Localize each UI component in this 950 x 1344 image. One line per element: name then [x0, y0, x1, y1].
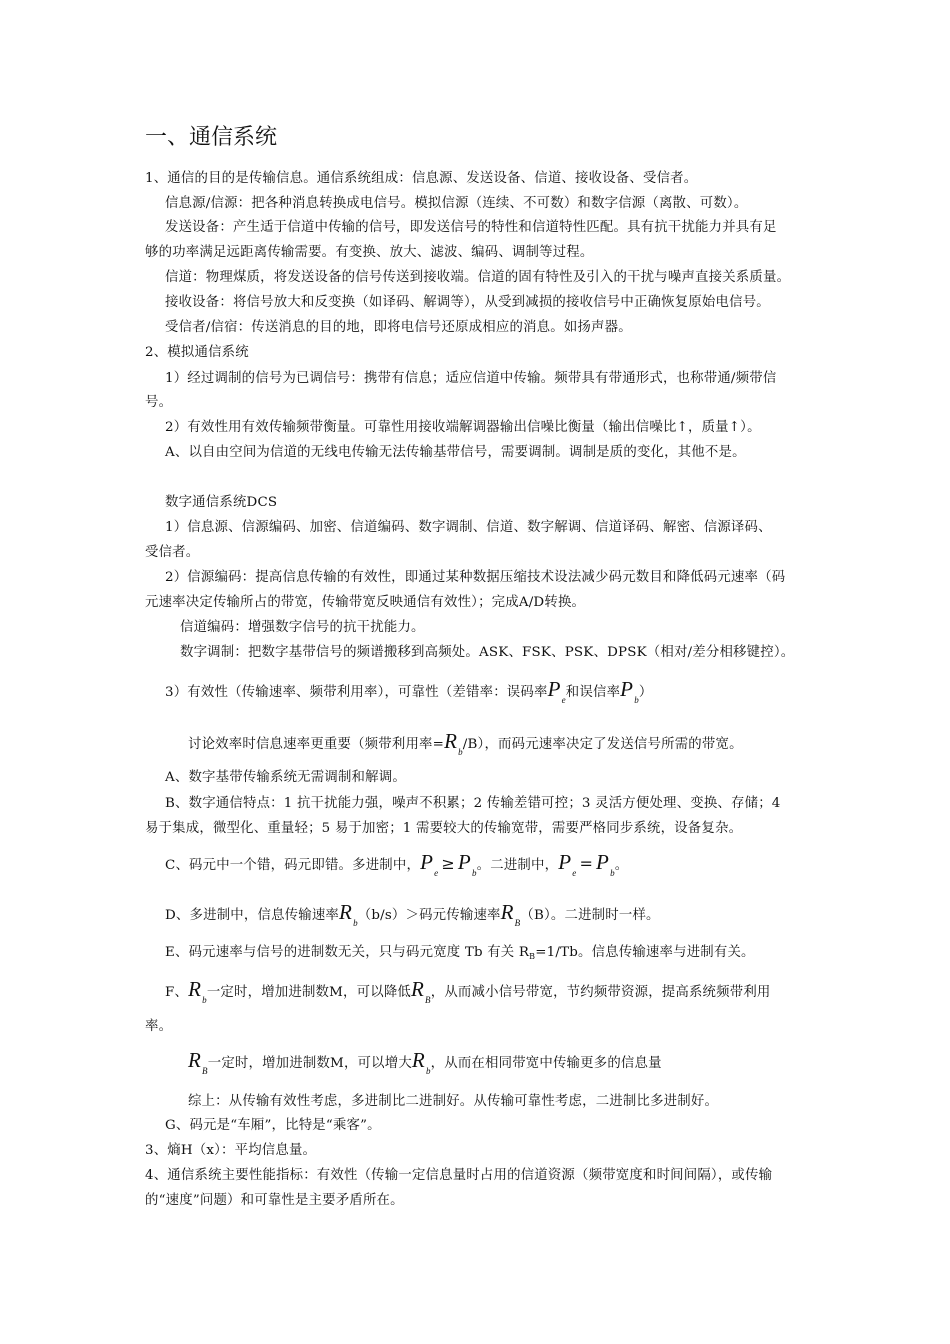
formula-symbol: R [444, 729, 458, 753]
formula-subscript: e [561, 695, 566, 705]
paragraph-line: 率。 [145, 1019, 173, 1034]
formula-line [165, 977, 771, 1005]
paragraph-line: 信息源/信源：把各种消息转换成电信号。模拟信源（连续、不可数）和数字信源（离散、可数）。 [165, 196, 748, 211]
text-run: E、码元速率与信号的进制数无关，只与码元宽度 Tb 有关 R [165, 945, 530, 960]
paragraph-line: 信道编码：增强数字信号的抗干扰能力。 [180, 620, 425, 635]
formula-line [165, 850, 629, 878]
paragraph-line: 1）经过调制的信号为已调信号：携带有信息；适应信道中传输。频带具有带通形式，也称带通/频带信 [165, 371, 777, 386]
text-run: 。 [614, 858, 629, 873]
formula-subscript: b [634, 695, 639, 705]
formula-symbol: R [188, 1048, 202, 1072]
paragraph-line: 发送设备：产生适于信道中传输的信号，即发送信号的特性和信道特性匹配。具有抗干扰能力并具有足 [165, 220, 777, 235]
formula-symbol: P [420, 850, 434, 874]
formula-line [165, 900, 660, 928]
paragraph-line: B、数字通信特点：1 抗干扰能力强，噪声不积累；2 传输差错可控；3 灵活方便处理、变换、存储；4 [165, 796, 781, 811]
text-run: ） [638, 685, 653, 700]
formula-symbol: R [411, 977, 425, 1001]
formula-symbol: P [547, 677, 561, 701]
formula-operator: ≥ [441, 854, 455, 873]
text-run: =1/Tb。信息传输速率与进制有关。 [535, 945, 755, 960]
paragraph-line: 4、通信系统主要性能指标：有效性（传输一定信息量时占用的信道资源（频带宽度和时间间隔），或传输 [145, 1168, 773, 1183]
formula-symbol: P [558, 850, 572, 874]
formula-subscript: b [471, 868, 477, 878]
formula-symbol: P [596, 850, 610, 874]
formula-symbol: P [457, 850, 471, 874]
formula-line [165, 944, 755, 963]
formula-symbol: R [411, 1048, 425, 1072]
paragraph-line: 综上：从传输有效性考虑，多进制比二进制好。从传输可靠性考虑，二进制比多进制好。 [188, 1094, 719, 1109]
text-run: ，从而减小信号带宽，节约频带资源，提高系统频带利用 [430, 985, 771, 1000]
formula-subscript: e [572, 868, 577, 878]
paragraph-line: 的“速度”问题）和可靠性是主要矛盾所在。 [145, 1193, 404, 1208]
text-run: D、多进制中，信息传输速率 [165, 908, 340, 923]
section-heading: 一、通信系统 [145, 125, 278, 150]
formula-subscript: B [202, 1066, 208, 1076]
paragraph-line: 2）有效性用有效传输频带衡量。可靠性用接收端解调器输出信噪比衡量（输出信噪比↑，质量↑）。 [165, 420, 761, 435]
text-run: （B）。二进制时一样。 [520, 908, 660, 923]
paragraph-line: A、数字基带传输系统无需调制和解调。 [165, 770, 406, 785]
text-run: 讨论效率时信息速率更重要（频带利用率= [188, 737, 445, 752]
text-run: ，从而在相同带宽中传输更多的信息量 [430, 1056, 662, 1071]
paragraph-line: 3、熵H（x）：平均信息量。 [145, 1143, 317, 1158]
formula-subscript: b [610, 868, 615, 878]
formula-symbol: R [500, 900, 514, 924]
formula-subscript: b [202, 995, 207, 1005]
formula-symbol: P [620, 677, 634, 701]
text-run: （b/s）＞码元传输速率 [357, 908, 501, 923]
paragraph-line: 2、模拟通信系统 [145, 345, 249, 360]
paragraph-line: 受信者。 [145, 545, 200, 560]
text-run: 一定时，增加进制数M，可以降低 [206, 985, 412, 1000]
paragraph-line: A、以自由空间为信道的无线电传输无法传输基带信号，需要调制。调制是质的变化，其他不是。 [165, 445, 746, 460]
formula-subscript: e [434, 868, 439, 878]
formula-operator: = [579, 854, 594, 873]
paragraph-line: 受信者/信宿：传送消息的目的地，即将电信号还原成相应的消息。如扬声器。 [165, 320, 632, 335]
paragraph-line: 1、通信的目的是传输信息。通信系统组成：信息源、发送设备、信道、接收设备、受信者。 [145, 171, 698, 186]
formula-subscript: b [458, 747, 463, 757]
text-run: /B），而码元速率决定了发送信号所需的带宽。 [462, 737, 743, 752]
paragraph-line: 2）信源编码：提高信息传输的有效性，即通过某种数据压缩技术设法减少码元数目和降低码元速率（码 [165, 570, 786, 585]
paragraph-line: 接收设备：将信号放大和反变换（如译码、解调等），从受到减损的接收信号中正确恢复原始电信号。 [165, 295, 770, 310]
paragraph-line: 够的功率满足远距离传输需要。有变换、放大、滤波、编码、调制等过程。 [145, 245, 594, 260]
paragraph-line: 信道：物理煤质，将发送设备的信号传送到接收端。信道的固有特性及引入的干扰与噪声直接关系质量。 [165, 270, 791, 285]
formula-subscript: B [425, 995, 431, 1005]
formula-line [188, 1048, 662, 1076]
paragraph-line: 易于集成，微型化、重量轻；5 易于加密；1 需要较大的传输宽带，需要严格同步系统，设备复杂。 [145, 821, 743, 836]
paragraph-line: 1）信息源、信源编码、加密、信道编码、数字调制、信道、数字解调、信道译码、解密、信源译码、 [165, 520, 772, 535]
formula-symbol: R [188, 977, 202, 1001]
paragraph-line: 数字调制：把数字基带信号的频谱搬移到高频处。ASK、FSK、PSK、DPSK（相对/差分相移键控）。 [180, 645, 795, 660]
text-run: 和误信率 [565, 685, 621, 700]
formula-symbol: R [339, 900, 353, 924]
paragraph-line: 号。 [145, 395, 173, 410]
text-run: 一定时，增加进制数M，可以增大 [207, 1056, 412, 1071]
formula-subscript: b [353, 918, 358, 928]
formula-subscript: b [425, 1066, 431, 1076]
text-run: 。二进制中， [476, 858, 559, 873]
text-run: F、 [165, 985, 189, 1000]
paragraph-line: G、码元是“车厢”，比特是“乘客”。 [165, 1118, 381, 1133]
formula-line [165, 677, 653, 705]
formula-subscript: B [514, 918, 521, 928]
text-run: 3）有效性（传输速率、频带利用率），可靠性（差错率：误码率 [165, 685, 548, 700]
text-run: C、码元中一个错，码元即错。多进制中， [165, 858, 421, 873]
subsection-label: 数字通信系统DCS [165, 495, 278, 510]
paragraph-line: 元速率决定传输所占的带宽，传输带宽反映通信有效性）；完成A/D转换。 [145, 595, 586, 610]
formula-line [188, 729, 743, 757]
formula-subscript: B [529, 952, 536, 961]
